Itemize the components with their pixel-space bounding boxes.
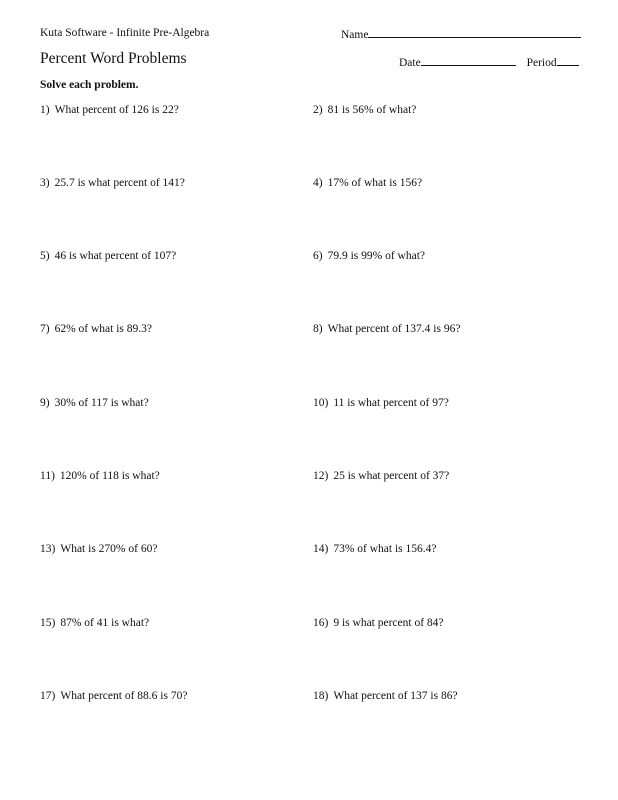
problem-item xyxy=(40,470,160,482)
worksheet-title: Percent Word Problems xyxy=(40,50,187,67)
problem-number: 15) xyxy=(40,617,56,629)
problem-number: 10) xyxy=(313,397,329,409)
problem-item xyxy=(313,690,458,702)
problem-item xyxy=(313,250,425,262)
problem-item xyxy=(313,177,422,189)
name-label: Name xyxy=(341,29,369,41)
problem-text: What percent of 137 is 86? xyxy=(333,690,458,702)
problem-text: 17% of what is 156? xyxy=(327,177,423,189)
problem-item xyxy=(313,323,460,335)
name-blank-line[interactable] xyxy=(368,27,581,38)
date-label: Date xyxy=(399,57,421,69)
problem-text: 81 is 56% of what? xyxy=(327,104,417,116)
publisher-label: Kuta Software - Infinite Pre-Algebra xyxy=(40,27,210,39)
problem-number: 17) xyxy=(40,690,56,702)
period-label: Period xyxy=(526,57,557,69)
problem-text: What percent of 126 is 22? xyxy=(54,104,179,116)
problem-number: 8) xyxy=(313,323,323,335)
problem-number: 9) xyxy=(40,397,50,409)
problem-item xyxy=(40,617,149,629)
problem-item xyxy=(40,690,187,702)
date-period-fields xyxy=(399,55,579,69)
problem-text: 73% of what is 156.4? xyxy=(333,543,437,555)
problem-item xyxy=(40,543,157,555)
problem-item xyxy=(313,543,437,555)
problem-text: 120% of 118 is what? xyxy=(59,470,160,482)
problem-item xyxy=(40,177,185,189)
problem-item xyxy=(313,397,449,409)
problem-number: 6) xyxy=(313,250,323,262)
problem-item xyxy=(313,104,416,116)
problem-number: 2) xyxy=(313,104,323,116)
problem-number: 14) xyxy=(313,543,329,555)
problem-number: 3) xyxy=(40,177,50,189)
problem-number: 4) xyxy=(313,177,323,189)
problem-item xyxy=(40,323,152,335)
problem-number: 12) xyxy=(313,470,329,482)
date-blank-line[interactable] xyxy=(421,55,516,66)
problem-item xyxy=(40,104,179,116)
problem-text: 25.7 is what percent of 141? xyxy=(54,177,185,189)
problem-text: What percent of 137.4 is 96? xyxy=(327,323,461,335)
problem-text: What is 270% of 60? xyxy=(60,543,158,555)
problem-text: 25 is what percent of 37? xyxy=(333,470,450,482)
instructions: Solve each problem. xyxy=(40,79,139,91)
problem-text: 79.9 is 99% of what? xyxy=(327,250,426,262)
problem-item xyxy=(313,470,449,482)
name-field[interactable] xyxy=(341,27,581,41)
problem-number: 18) xyxy=(313,690,329,702)
problem-item xyxy=(40,250,176,262)
problem-text: 62% of what is 89.3? xyxy=(54,323,153,335)
problem-number: 13) xyxy=(40,543,56,555)
problem-item xyxy=(313,617,444,629)
problem-text: 46 is what percent of 107? xyxy=(54,250,177,262)
problem-item xyxy=(40,397,149,409)
problem-number: 1) xyxy=(40,104,50,116)
problem-number: 11) xyxy=(40,470,55,482)
problem-text: 11 is what percent of 97? xyxy=(333,397,449,409)
problem-text: 9 is what percent of 84? xyxy=(333,617,444,629)
problem-number: 5) xyxy=(40,250,50,262)
problem-text: 30% of 117 is what? xyxy=(54,397,149,409)
problem-number: 16) xyxy=(313,617,329,629)
problem-number: 7) xyxy=(40,323,50,335)
period-blank-line[interactable] xyxy=(557,55,579,66)
problem-text: 87% of 41 is what? xyxy=(60,617,150,629)
problem-text: What percent of 88.6 is 70? xyxy=(60,690,188,702)
